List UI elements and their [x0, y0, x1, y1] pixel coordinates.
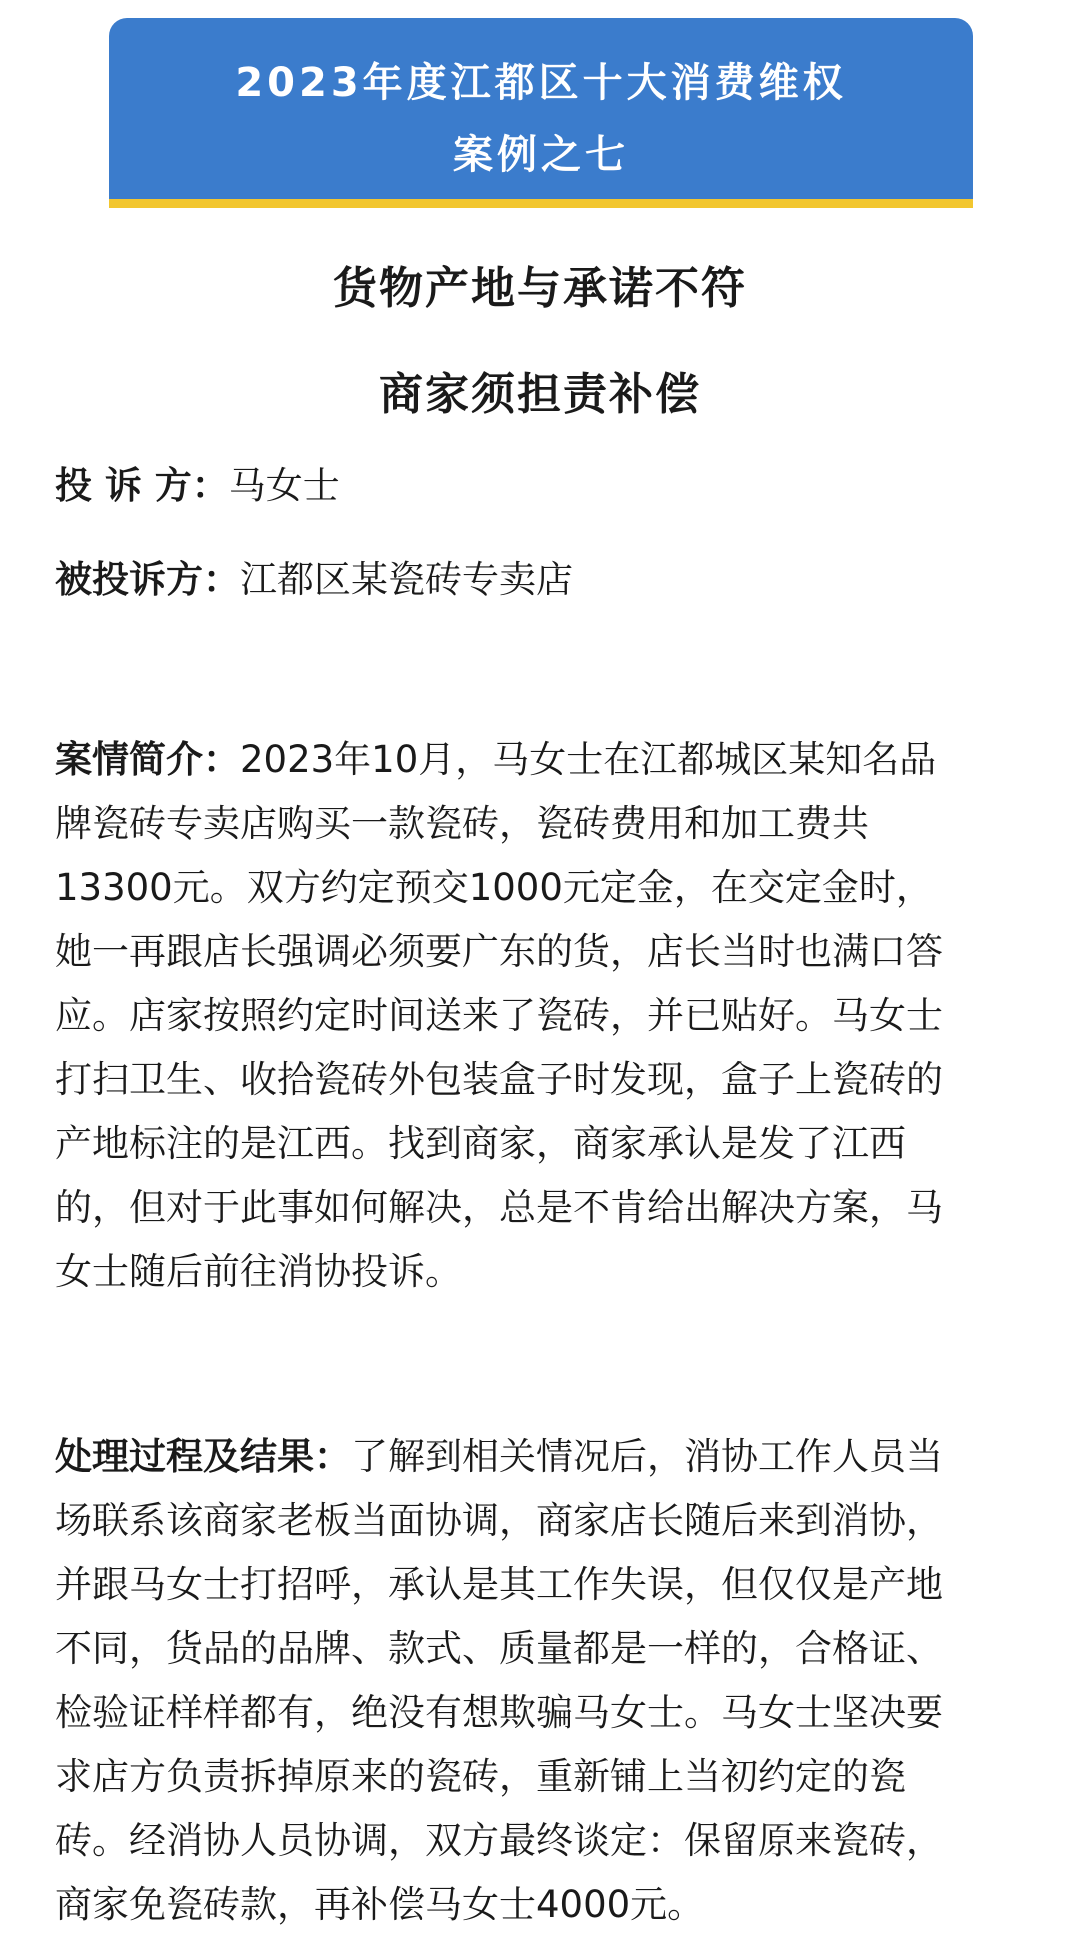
- case-summary-line: 她一再跟店长强调必须要广东的货，店长当时也满口答: [55, 930, 943, 973]
- complainant-value: 马女士: [228, 464, 340, 507]
- resolution-line: 砖。经消协人员协调，双方最终谈定：保留原来瓷砖，: [55, 1819, 943, 1862]
- headline-line2: 商家须担责补偿: [379, 369, 701, 420]
- respondent-value: 江都区某瓷砖专卖店: [240, 558, 573, 601]
- case-summary-line: 案情简介：2023年10月，马女士在江都城区某知名品: [55, 738, 937, 781]
- header-banner: [109, 18, 973, 208]
- resolution-line: 处理过程及结果：了解到相关情况后，消协工作人员当: [55, 1435, 943, 1478]
- complainant-label: 投 诉 方：: [55, 464, 229, 507]
- resolution-line: 求店方负责拆掉原来的瓷砖，重新铺上当初约定的瓷: [55, 1755, 906, 1798]
- case-summary-section: [55, 728, 1035, 1304]
- case-summary-line: 女士随后前往消协投诉。: [55, 1250, 462, 1293]
- resolution-section: [55, 1425, 1035, 1937]
- complainant-field: [55, 461, 340, 511]
- resolution-line: 商家免瓷砖款，再补偿马女士4000元。: [55, 1883, 705, 1926]
- resolution-line: 不同，货品的品牌、款式、质量都是一样的，合格证、: [55, 1627, 943, 1670]
- resolution-line: 并跟马女士打招呼，承认是其工作失误，但仅仅是产地: [55, 1563, 943, 1606]
- banner-title-line1: 2023年度江都区十大消费维权: [235, 60, 847, 106]
- case-summary-line: 打扫卫生、收拾瓷砖外包装盒子时发现，盒子上瓷砖的: [55, 1058, 943, 1101]
- respondent-field: [55, 555, 573, 605]
- case-summary-line: 牌瓷砖专卖店购买一款瓷砖，瓷砖费用和加工费共: [55, 802, 869, 845]
- case-summary-label: 案情简介：: [55, 738, 240, 781]
- headline-line1: 货物产地与承诺不符: [333, 263, 747, 314]
- case-summary-line: 的，但对于此事如何解决，总是不肯给出解决方案，马: [55, 1186, 943, 1229]
- case-summary-line: 应。店家按照约定时间送来了瓷砖，并已贴好。马女士: [55, 994, 943, 1037]
- resolution-label: 处理过程及结果：: [55, 1435, 351, 1478]
- resolution-line: 检验证样样都有，绝没有想欺骗马女士。马女士坚决要: [55, 1691, 943, 1734]
- resolution-line: 场联系该商家老板当面协调，商家店长随后来到消协，: [55, 1499, 943, 1542]
- banner-title-line2: 案例之七: [453, 132, 629, 178]
- case-summary-line: 产地标注的是江西。找到商家，商家承认是发了江西: [55, 1122, 906, 1165]
- respondent-label: 被投诉方：: [55, 558, 240, 601]
- case-summary-line: 13300元。双方约定预交1000元定金，在交定金时，: [55, 866, 933, 909]
